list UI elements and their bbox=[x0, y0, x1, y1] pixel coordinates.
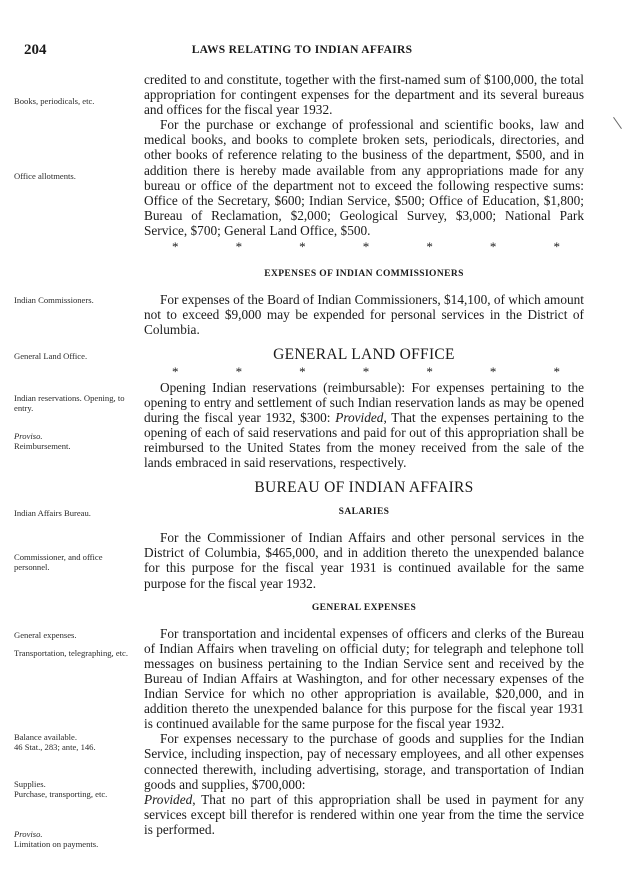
margin-note-office-allotments bbox=[14, 171, 138, 181]
paragraph-commissioner-salaries: For the Commissioner of Indian Affairs and other personal services in the District of Columbia, $465,000, and in addition thereto the unexpended balance for this purpose for the fiscal year 1931 is continued available for the same purpose for the fiscal year 1932. bbox=[144, 530, 584, 591]
paragraph-contingent-expenses: credited to and constitute, together with the first-named sum of $100,000, the total appropriation for contingent expenses for the department and its several bureaus and offices for the fiscal year 1932. bbox=[144, 72, 584, 118]
page-number: 204 bbox=[24, 42, 47, 58]
star: * bbox=[172, 363, 179, 379]
margin-note-text: Purchase, transporting, etc. bbox=[14, 789, 108, 800]
margin-mark bbox=[613, 117, 622, 129]
margin-note-text: Indian Affairs Bureau. bbox=[14, 508, 91, 518]
heading-expenses-indian-commissioners: EXPENSES OF INDIAN COMMISSIONERS bbox=[264, 269, 464, 280]
star: * bbox=[553, 363, 560, 379]
ellipsis-stars bbox=[144, 365, 584, 378]
spacer bbox=[144, 520, 584, 530]
star: * bbox=[299, 239, 306, 255]
margin-note-transportation bbox=[14, 648, 138, 658]
margin-note-text: Indian Commissioners. bbox=[14, 295, 94, 305]
star: * bbox=[362, 363, 370, 379]
star: * bbox=[299, 363, 306, 379]
star: * bbox=[235, 363, 243, 379]
paragraph-transportation: For transportation and incidental expenses of officers and clerks of the Bureau of Indian Affairs when traveling on official duty; for telegraph and telephone toll messages on business pertaining to the Indian Service sent and received by the Bureau of Indian Affairs at Washington, and for other necessary expenses of the Indian Service for which no other appropriation is available, $20,000, and in addition thereto the unexpended balance for this purpose for the fiscal year 1931 is continued available for the same purpose for the fiscal year 1932. bbox=[144, 625, 584, 732]
margin-note-text: Reimbursement. bbox=[14, 441, 71, 452]
margin-note-commissioner bbox=[14, 552, 138, 572]
paragraph-books: For the purchase or exchange of professional and scientific books, law and medical books, and books to complete broken sets, periodicals, directories, and other books of reference relating to the business of the department, $500, and in addition there is hereby made available from any appropriations made for any bureau or office of the department not to exceed the following respective sums: Office of the Secretary, $600; Indian Service, $500; Office of Education, $1,800; Bureau of Reclamation, $2,000; Geological Survey, $3,000; National Park Service, $700; General Land Office, $500. bbox=[144, 117, 584, 238]
margin-note-proviso-limitation bbox=[14, 829, 138, 849]
margin-note-proviso-reimbursement bbox=[14, 431, 138, 451]
star: * bbox=[172, 239, 179, 255]
margin-note-text: 46 Stat., 283; ante, 146. bbox=[14, 742, 96, 753]
paragraph-limitation bbox=[144, 792, 584, 837]
margin-note-text: General Land Office. bbox=[14, 351, 88, 361]
paragraph-opening-reservations bbox=[144, 380, 584, 471]
heading-bureau-indian-affairs: BUREAU OF INDIAN AFFAIRS bbox=[254, 479, 474, 497]
margin-note-text: General expenses. bbox=[14, 630, 77, 640]
margin-note-text: Transportation, telegraphing, etc. bbox=[14, 648, 129, 658]
star: * bbox=[235, 239, 243, 255]
margin-note-indian-reservations bbox=[14, 393, 138, 413]
star: * bbox=[489, 239, 497, 255]
spacer bbox=[144, 255, 584, 267]
star: * bbox=[426, 363, 433, 379]
margin-note-balance-available bbox=[14, 732, 138, 752]
margin-note-text: Proviso. bbox=[14, 431, 43, 441]
heading-general-land-office: GENERAL LAND OFFICE bbox=[273, 346, 455, 364]
opening-text: Opening Indian reservations (reimbursable): For expenses pertaining to the opening to entry and settlement of such Indian reservation lands as may be opened during the fiscal year 1932, $300: bbox=[144, 379, 584, 425]
proviso-word: Provided bbox=[335, 409, 384, 425]
margin-note-text: Supplies. bbox=[14, 779, 46, 789]
running-title: LAWS RELATING TO INDIAN AFFAIRS bbox=[191, 44, 413, 56]
heading-salaries: SALARIES bbox=[338, 507, 390, 518]
proviso-word: Provided bbox=[144, 791, 193, 807]
margin-note-supplies bbox=[14, 779, 138, 799]
margin-note-text: Balance available. bbox=[14, 732, 77, 742]
margin-note-text: Proviso. bbox=[14, 829, 43, 839]
main-text bbox=[144, 72, 584, 837]
spacer bbox=[144, 282, 584, 292]
margin-note-text: Commissioner, and office personnel. bbox=[14, 552, 103, 573]
star: * bbox=[553, 239, 560, 255]
page-header bbox=[20, 42, 584, 58]
star: * bbox=[426, 239, 433, 255]
margin-note-indian-commissioners bbox=[14, 295, 138, 305]
star: * bbox=[362, 239, 370, 255]
margin-note-text: Office allotments. bbox=[14, 171, 76, 181]
paragraph-indian-commissioners: For expenses of the Board of Indian Commissioners, $14,100, of which amount not to exceed $9,000 may be expended for personal services in the District of Columbia. bbox=[144, 292, 584, 338]
heading-general-expenses: GENERAL EXPENSES bbox=[311, 602, 417, 613]
margin-note-general-expenses bbox=[14, 630, 138, 640]
margin-note-text: Indian reservations. Opening, to entry. bbox=[14, 393, 125, 414]
margin-note-indian-affairs-bureau bbox=[14, 508, 138, 518]
star: * bbox=[489, 363, 497, 379]
paragraph-supplies: For expenses necessary to the purchase of goods and supplies for the Indian Service, including inspection, pay of necessary employees, and all other expenses connected therewith, including advertising, storage, and transportation of Indian goods and supplies, $700,000: bbox=[144, 731, 584, 792]
margin-note-books bbox=[14, 96, 138, 106]
proviso-text: , That the expenses pertaining to the opening of each of said reservations and paid for out of this appropriation shall be reimbursed to the United States from the money received from the sale of the lands embraced in said reservations, respectively. bbox=[144, 409, 584, 470]
margin-note-general-land-office bbox=[14, 351, 138, 361]
spacer bbox=[144, 495, 584, 505]
proviso-text: , That no part of this appropriation shall be used in payment for any services except bill therefor is rendered within one year from the time the service is performed. bbox=[144, 791, 584, 837]
ellipsis-stars bbox=[144, 240, 584, 253]
spacer bbox=[144, 616, 584, 626]
spacer bbox=[144, 591, 584, 601]
margin-note-text: Books, periodicals, etc. bbox=[14, 96, 95, 106]
margin-note-text: Limitation on payments. bbox=[14, 839, 99, 850]
